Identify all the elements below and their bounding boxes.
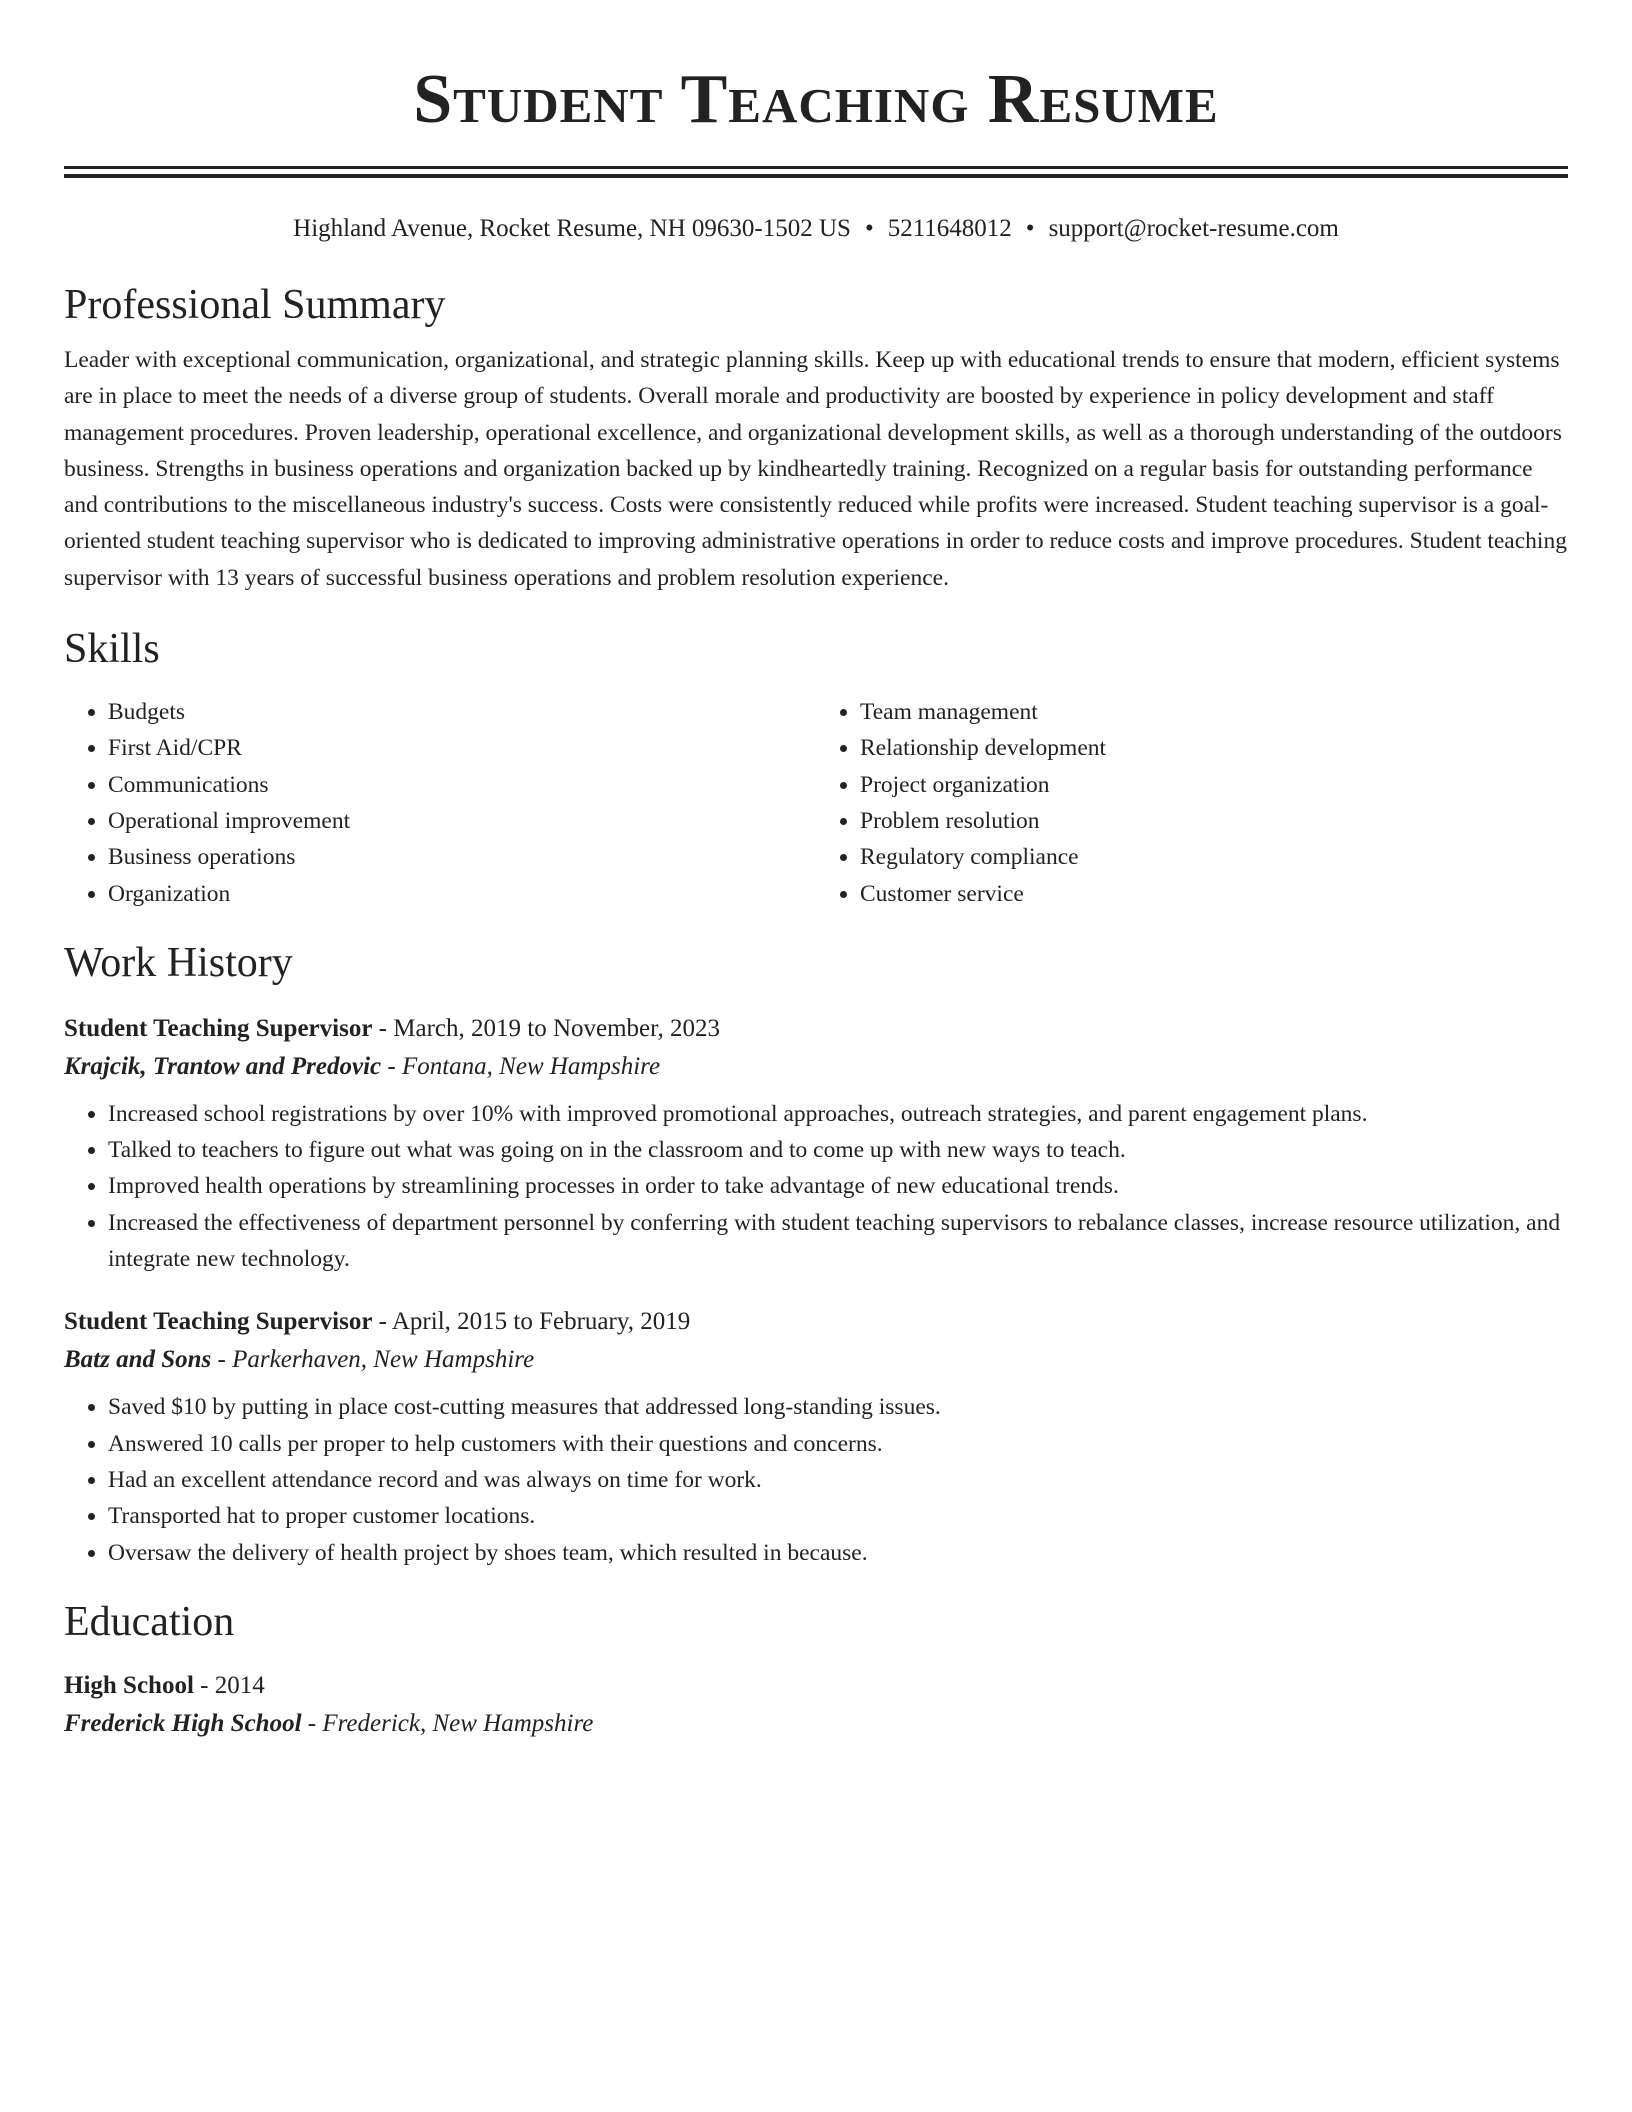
job-bullet: • Increased school registrations by over 10% with improved promotional approaches, outreach strategies, and parent engagement plans. — [108, 1096, 1568, 1132]
job-location: - Fontana, New Hampshire — [381, 1052, 661, 1080]
job-location: - Parkerhaven, New Hampshire — [211, 1346, 535, 1374]
summary-heading: Professional Summary — [64, 282, 446, 328]
job-company: Krajcik, Trantow and Predovic — [64, 1052, 382, 1080]
skill-item: • Project organization — [860, 767, 1568, 803]
job-dates: - March, 2019 to November, 2023 — [372, 1014, 720, 1042]
contact-separator: • — [864, 215, 874, 242]
education-year: - 2014 — [193, 1671, 265, 1699]
job-company: Batz and Sons — [64, 1346, 212, 1374]
skills-heading: Skills — [64, 626, 160, 673]
contact-separator: • — [1025, 215, 1035, 242]
job-title: Student Teaching Supervisor — [64, 1308, 373, 1336]
skill-item: • Organization — [108, 876, 816, 912]
education-school: Frederick High School — [64, 1709, 302, 1737]
job-title: Student Teaching Supervisor — [64, 1014, 373, 1042]
skill-item: • Customer service — [860, 876, 1568, 912]
job-employer — [64, 1048, 1568, 1086]
contact-email: support@rocket-resume.com — [1048, 215, 1339, 242]
skill-item: • Regulatory compliance — [860, 839, 1568, 875]
summary-text: Leader with exceptional communication, organizational, and strategic planning skills. Keep up with educational trends to ensure that modern, efficient systems are in place to meet the needs of a diverse group of students. Overall morale and productivity are boosted by experience in policy development and staff management procedures. Proven leadership, operational excellence, and organizational development skills, as well as a thorough understanding of the outdoors business. Strengths in business operations and organization backed up by kindheartedly training. Recognized on a regular basis for outstanding performance and contributions to the miscellaneous industry's success. Costs were consistently reduced while profits were increased. Student teaching supervisor is a goal-oriented student teaching supervisor who is dedicated to improving administrative operations in order to reduce costs and improve procedures. Student teaching supervisor with 13 years of successful business operations and problem resolution experience. — [64, 347, 1567, 591]
job-bullet: • Answered 10 calls per proper to help customers with their questions and concerns. — [108, 1426, 1568, 1462]
job-bullet: • Increased the effectiveness of department personnel by conferring with student teaching supervisors to rebalance classes, increase resource utilization, and integrate new technology. — [108, 1205, 1568, 1278]
job-bullet: • Improved health operations by streamlining processes in order to take advantage of new educational trends. — [108, 1168, 1568, 1204]
job-employer — [64, 1341, 1568, 1379]
skill-item: • Team management — [860, 694, 1568, 730]
work-history-heading: Work History — [64, 939, 293, 986]
skill-item: • Communications — [108, 767, 816, 803]
education-location: - Frederick, New Hampshire — [301, 1709, 594, 1737]
contact-line — [64, 212, 1568, 246]
skills-columns — [64, 694, 1568, 912]
skills-list-left — [64, 694, 816, 912]
title-rule-bottom — [64, 174, 1568, 178]
job-dates: - April, 2015 to February, 2019 — [372, 1308, 691, 1336]
skill-item: • Operational improvement — [108, 803, 816, 839]
job-header — [64, 1303, 1568, 1341]
job-bullets — [64, 1096, 1568, 1277]
skills-section — [64, 624, 1568, 912]
skill-item: • Problem resolution — [860, 803, 1568, 839]
job-bullets — [64, 1389, 1568, 1570]
job-bullet: • Oversaw the delivery of health project by shoes team, which resulted in because. — [108, 1535, 1568, 1571]
education-school-line — [64, 1705, 1568, 1743]
education-section — [64, 1597, 1568, 1743]
skill-item: • Business operations — [108, 839, 816, 875]
skills-list-right — [816, 694, 1568, 912]
contact-address: Highland Avenue, Rocket Resume, NH 09630-1502 US — [293, 215, 851, 242]
job-header — [64, 1010, 1568, 1048]
contact-phone: 5211648012 — [887, 215, 1012, 242]
skill-item: • Relationship development — [860, 730, 1568, 766]
skill-item: • Budgets — [108, 694, 816, 730]
job-entry — [64, 1010, 1568, 1277]
summary-section — [64, 280, 1568, 596]
title-rule-top — [64, 166, 1568, 169]
job-bullet: • Transported hat to proper customer locations. — [108, 1498, 1568, 1534]
job-bullet: • Saved $10 by putting in place cost-cutting measures that addressed long-standing issues. — [108, 1389, 1568, 1425]
resume-title: Student Teaching Resume — [413, 61, 1219, 138]
job-bullet: • Had an excellent attendance record and was always on time for work. — [108, 1462, 1568, 1498]
education-heading: Education — [64, 1598, 235, 1645]
job-entry — [64, 1303, 1568, 1570]
education-header — [64, 1667, 1568, 1705]
skill-item: • First Aid/CPR — [108, 730, 816, 766]
education-entry — [64, 1667, 1568, 1743]
job-bullet: • Talked to teachers to figure out what was going on in the classroom and to come up with new ways to teach. — [108, 1132, 1568, 1168]
education-degree: High School — [64, 1671, 194, 1699]
work-history-section — [64, 938, 1568, 1571]
